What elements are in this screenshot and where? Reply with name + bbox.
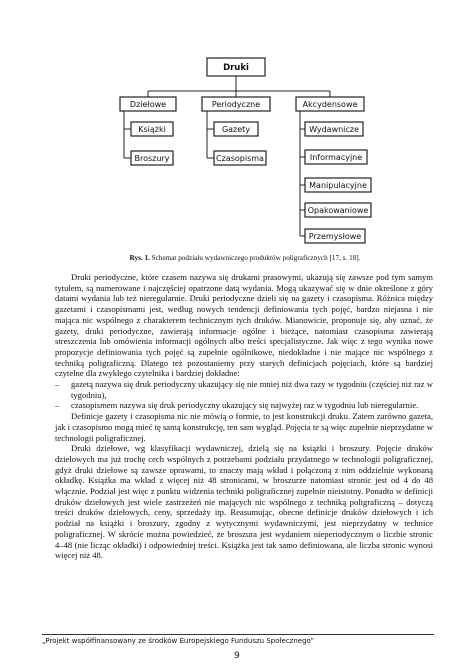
column-header-dzielowe: Dziełowe — [129, 100, 167, 109]
page-number: 9 — [234, 651, 240, 661]
column-header-akcydensowe: Akcydensowe — [302, 100, 358, 109]
caption-label: Rys. 1. — [129, 254, 150, 262]
item-gazety: Gazety — [221, 125, 251, 134]
list-item-gazeta: – gazetą nazywa się druk periodyczny ukazujący się nie mniej niż dwa razy w tygodniu (częściej niż raz w tygodniu), — [55, 379, 433, 400]
paragraph-periodical: Druki periodyczne, które czasem nazywa się drukami prasowymi, ukazują się zawsze pod tym samym tytułem, są numerowane i najczęściej opatrzone datą wydania. Mogą ukazywać się w dnie określone z góry datami wydania lub też nieregularnie. Druki periodyczne dzieli się na gazety i czasopisma. Różnica między gazetami i czasopismami jest, według nowych tendencji definiowania tych pojęć, bardzo niejasna i nie mająca nic wspólnego z charakterem technicznym tych druków. Mianowicie, proponuje się, aby uznać, że gazety, druki periodyczne, zawierają informacje ogólne i bieżące, natomiast czasopisma zawierają streszczenia lub omówienia informacji ogólnych albo treści specjalistyczne. Jak więc z tego wynika nowe propozycje definiowania tych pojęć są zupełnie ogólnikowe, niedokładne i nie mające nic wspólnego z techniką poligraficzną. Dlatego też pozostaniemy przy starych definicjach pojęciach, które są bardziej czytelne dla zwykłego czytelnika i bardziej dokładne: — [55, 272, 433, 379]
item-opakowaniowe: Opakowaniowe — [307, 206, 369, 215]
list-item-czasopismo: – czasopismem nazywa się druk periodyczny ukazujący się najwyżej raz w tygodniu lub nieregularnie. — [55, 400, 433, 411]
definition-list — [55, 379, 433, 411]
item-informacyjne: Informacyjne — [309, 153, 363, 162]
column-header-periodyczne: Periodyczne — [211, 100, 261, 109]
figure-caption — [55, 254, 435, 262]
footer-text: „Projekt współfinansowany ze środków Europejskiego Funduszu Społecznego” — [42, 637, 315, 645]
item-czasopisma: Czasopisma — [216, 154, 264, 163]
item-broszury: Broszury — [134, 154, 170, 163]
caption-text: Schemat podziału wydawniczego produktów poligraficznych [17, s. 18]. — [151, 254, 361, 262]
item-manipulacyjne: Manipulacyjne — [309, 181, 367, 190]
footer-divider — [42, 634, 434, 635]
paragraph-definitions: Definicje gazety i czasopisma nic nie mówią o formie, to jest konstrukcji druku. Zatem zarówno gazeta, jak i czasopismo mogą mieć tę samą konstrukcję, ten sam wygląd. Pojęcia te są więc zupełnie nieprzydatne w technologii poligraficznej. — [55, 411, 433, 443]
item-przemyslowe: Przemysłowe — [308, 232, 362, 241]
paragraph-dzielowe: Druki dziełowe, wg klasyfikacji wydawniczej, dzielą się na książki i broszury. Pojęcie druków dziełowych ma już trochę cech wspólnych z potrzebami podziału przydatnego w technologii poligraficznej, gdyż druki dziełowe są zawsze oprawami, to znaczy mają wkład i połączoną z nim oddzielnie wykonaną okładkę. Książka ma wkład z więcej niż 48 stronicami, w broszurze natomiast stronic jest od 4 do 48 włącznie. Podział jest więc z punktu widzenia techniki poligraficznej zupełnie nieistotny. Ponadto w definicji druków dziełowych jest wiele zastrzeżeń nie mających nic wspólnego z techniką poligraficzną – dotyczą treści druków dziełowych, ceny, sprzedaży itp. Reasumując, obecne definicje druków dziełowych i ich podział na książki i broszury, zgodny z wytycznymi wydawniczymi, jest nieprzydatny w technice poligraficznej. W skrócie można powiedzieć, że broszura jest wydaniem nieperiodycznym o liczbie stronic 4–48 (nie licząc okładki) i odpowiedniej treści. Książka jest tak samo definiowana, ale liczba stronic wynosi więcej niż 48. — [55, 443, 433, 561]
root-label: Druki — [223, 63, 249, 73]
classification-diagram — [0, 0, 474, 252]
item-ksiazki: Książki — [138, 125, 166, 134]
body-text — [55, 272, 433, 561]
item-wydawnicze: Wydawnicze — [309, 125, 359, 134]
